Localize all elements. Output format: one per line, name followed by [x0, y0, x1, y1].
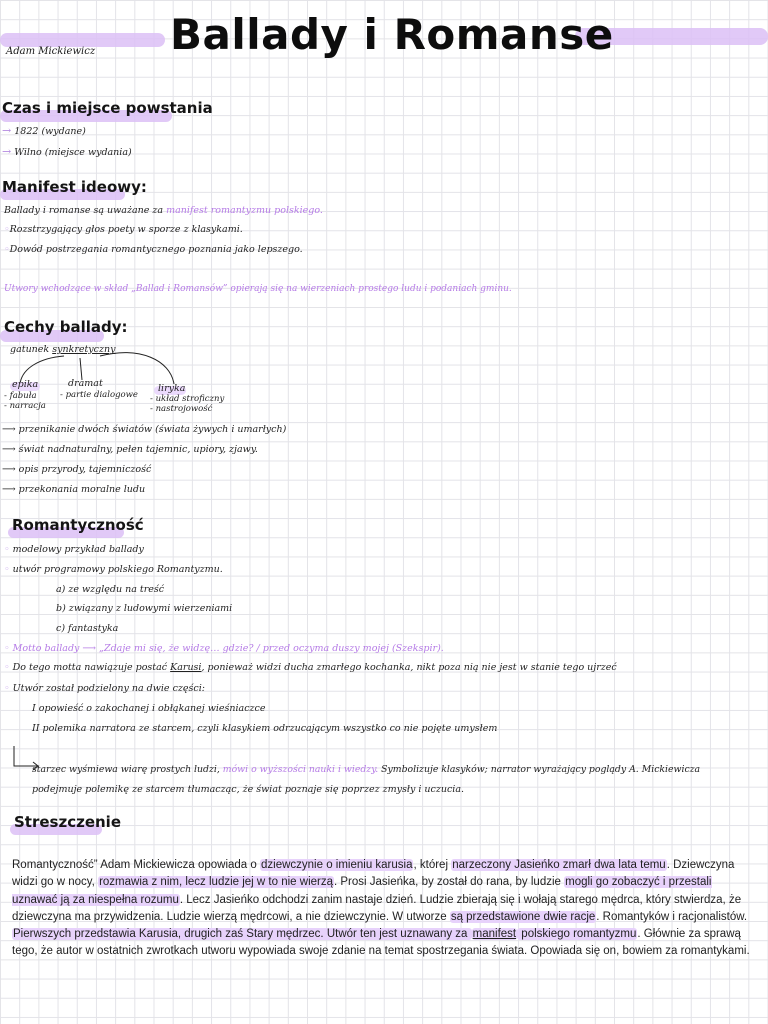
- summary-text: . Prosi Jasieńka, by został do rana, by ludzie: [334, 876, 565, 889]
- genre-dramat: dramat: [68, 378, 103, 389]
- summary-text: . Romantyków i racjonalistów.: [596, 910, 748, 923]
- genre-epika: epika: [12, 379, 39, 390]
- highlighted-text: rozmawia z nim, lecz ludzie jej w to nie wierzą: [99, 876, 333, 889]
- list-item: ◦ utwór programowy polskiego Romantyzmu.: [4, 564, 223, 575]
- list-item: ⟶ świat nadnaturalny, pełen tajemnic, upiory, zjawy.: [2, 444, 258, 455]
- summary-text: . Lecz Jasieńko odchodzi zanim nastaje dzień. Ludzie zbierają się i wołają starego mędrca, który stwierdza, że dziewczyna ma przywidzenia. Ludzie wierzą mędrcowi, a nie dziewczynie. W utworze: [12, 893, 742, 923]
- heading-romantycznosc: Romantyczność: [12, 516, 144, 534]
- list-item: ◦Rozstrzygający głos poety w sporze z klasykami.: [4, 224, 243, 235]
- summary-text: . Głównie za sprawą tego, że autor w ostatnich zwrotkach utworu wypowiada swoje zdanie na temat spostrzegania świata. Opowiada się on, bowiem za romantykami.: [12, 928, 750, 958]
- liryka-item: - nastrojowość: [150, 404, 213, 414]
- summary-text: Romantyczność” Adam Mickiewicza opowiada o: [12, 859, 260, 871]
- highlighted-text: manifest: [472, 928, 517, 941]
- sub-item: c) fantastyka: [56, 623, 119, 634]
- genre-liryka: liryka: [158, 383, 186, 394]
- heading-czas: Czas i miejsce powstania: [2, 99, 213, 117]
- list-item: → 1822 (wydane): [2, 124, 86, 137]
- list-item: Ballady i romanse są uważane za manifest romantyzmu polskiego.: [4, 205, 323, 216]
- list-item: ◦Dowód postrzegania romantycznego poznania jako lepszego.: [4, 244, 303, 255]
- list-item: ◦ modelowy przykład ballady: [4, 544, 144, 555]
- part-one: I opowieść o zakochanej i obłąkanej wieśniaczce: [32, 703, 266, 714]
- list-item: ⟶ przekonania moralne ludu: [2, 484, 146, 495]
- sub-item: a) ze względu na treść: [56, 584, 165, 595]
- list-item: ⟶ przenikanie dwóch światów (świata żywych i umarłych): [2, 424, 287, 435]
- karusia-line: ◦ Do tego motta nawiązuje postać Karusi, ponieważ widzi ducha zmarłego kochanka, nikt poza nią nie jest w stanie tego ujrzeć: [4, 662, 617, 673]
- highlighted-text: Pierwszych przedstawia Karusia, drugich zaś Stary mędrzec. Utwór ten jest uznawany za: [13, 928, 471, 941]
- summary-text: . Dziewczyna widzi go w nocy,: [12, 859, 735, 889]
- liryka-item: - układ stroficzny: [150, 394, 225, 404]
- motto-line: ◦ Motto ballady ⟶ „Zdaje mi się, że widzę… gdzie? / przed oczyma duszy mojej (Szekspir).: [4, 643, 444, 654]
- list-item: ⟶ opis przyrody, tajemniczość: [2, 464, 152, 475]
- heading-manifest: Manifest ideowy:: [2, 178, 147, 196]
- highlighted-text: są przedstawione dwie racje: [450, 910, 596, 923]
- gatunek-label: gatunek synkretyczny: [10, 344, 116, 355]
- epika-item: - narracja: [4, 401, 46, 411]
- highlighted-text: mogli go zobaczyć i przestali uznawać ją za niespełna rozumu: [12, 876, 712, 906]
- starzec-line: starzec wyśmiewa wiarę prostych ludzi, mówi o wyższości nauki i wiedzy. Symbolizuje klasyków; narrator wyrażający poglądy A. Mickiewicza: [32, 764, 701, 775]
- summary-text: , której: [413, 859, 452, 871]
- starzec-line: podejmuje polemikę ze starcem tłumacząc, że świat poznaje się poprzez zmysły i uczucia.: [32, 784, 465, 795]
- manifest-note: Utwory wchodzące w skład „Ballad i Romansów” opierają się na wierzeniach prostego ludu i podaniach gminu.: [4, 284, 512, 294]
- list-item: → Wilno (miejsce wydania): [2, 145, 132, 158]
- highlighted-text: polskiego romantyzmu: [518, 928, 637, 941]
- author-name: Adam Mickiewicz: [6, 46, 96, 57]
- page-title: Ballady i Romanse: [170, 10, 614, 59]
- highlighted-text: narzeczony Jasieńko zmarł dwa lata temu: [452, 859, 666, 871]
- sub-item: b) związany z ludowymi wierzeniami: [56, 603, 233, 614]
- parts-intro: ◦ Utwór został podzielony na dwie części:: [4, 683, 205, 694]
- part-two: II polemika narratora ze starcem, czyli klasykiem odrzucającym wszystko co nie pojęte umysłem: [32, 723, 498, 734]
- summary-paragraph: [12, 857, 756, 961]
- heading-streszczenie: Streszczenie: [14, 813, 121, 831]
- epika-item: - fabuła: [4, 391, 37, 401]
- dramat-item: - partie dialogowe: [60, 390, 138, 400]
- highlighted-text: dziewczynie o imieniu karusia: [261, 859, 413, 871]
- heading-cechy: Cechy ballady:: [4, 318, 128, 336]
